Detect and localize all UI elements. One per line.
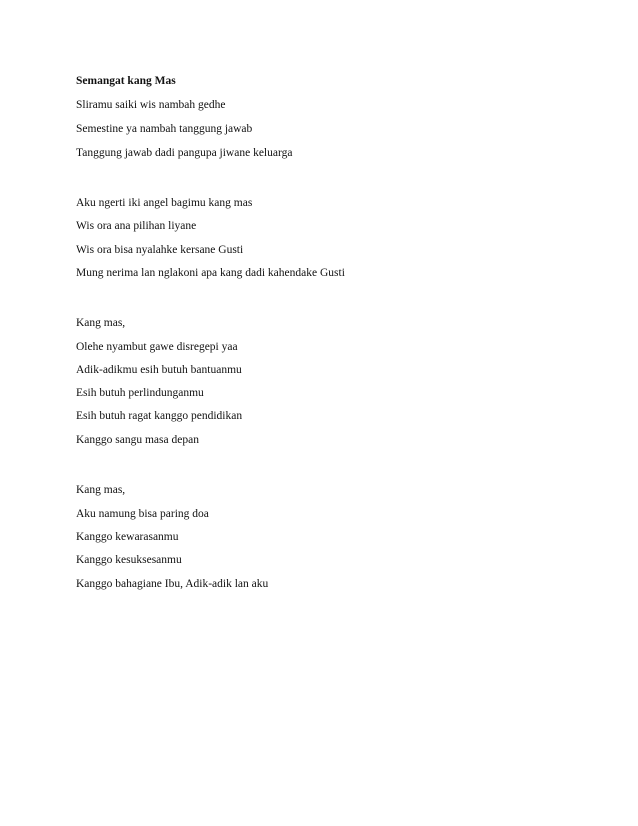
poem-line: Esih butuh perlindunganmu [76, 387, 204, 399]
poem-line: Sliramu saiki wis nambah gedhe [76, 99, 226, 111]
poem-line: Kanggo sangu masa depan [76, 434, 199, 446]
poem-line: Kang mas, [76, 484, 126, 496]
poem-line: Kanggo kewarasanmu [76, 531, 179, 543]
poem-line: Kanggo kesuksesanmu [76, 554, 182, 566]
poem-line: Kanggo bahagiane Ibu, Adik-adik lan aku [76, 578, 269, 590]
poem-line: Tanggung jawab dadi pangupa jiwane keluarga [76, 147, 293, 159]
poem-line: Olehe nyambut gawe disregepi yaa [76, 341, 238, 353]
page-title: Semangat kang Mas [76, 75, 176, 87]
poem-line: Aku namung bisa paring doa [76, 508, 209, 520]
poem-line: Kang mas, [76, 317, 126, 329]
poem-line: Wis ora ana pilihan liyane [76, 220, 197, 232]
poem-line: Mung nerima lan nglakoni apa kang dadi kahendake Gusti [76, 267, 345, 279]
poem-line: Adik-adikmu esih butuh bantuanmu [76, 364, 242, 376]
poem-line: Esih butuh ragat kanggo pendidikan [76, 410, 243, 422]
poem-line: Semestine ya nambah tanggung jawab [76, 123, 253, 135]
poem-line: Aku ngerti iki angel bagimu kang mas [76, 197, 253, 209]
poem-line: Wis ora bisa nyalahke kersane Gusti [76, 244, 244, 256]
